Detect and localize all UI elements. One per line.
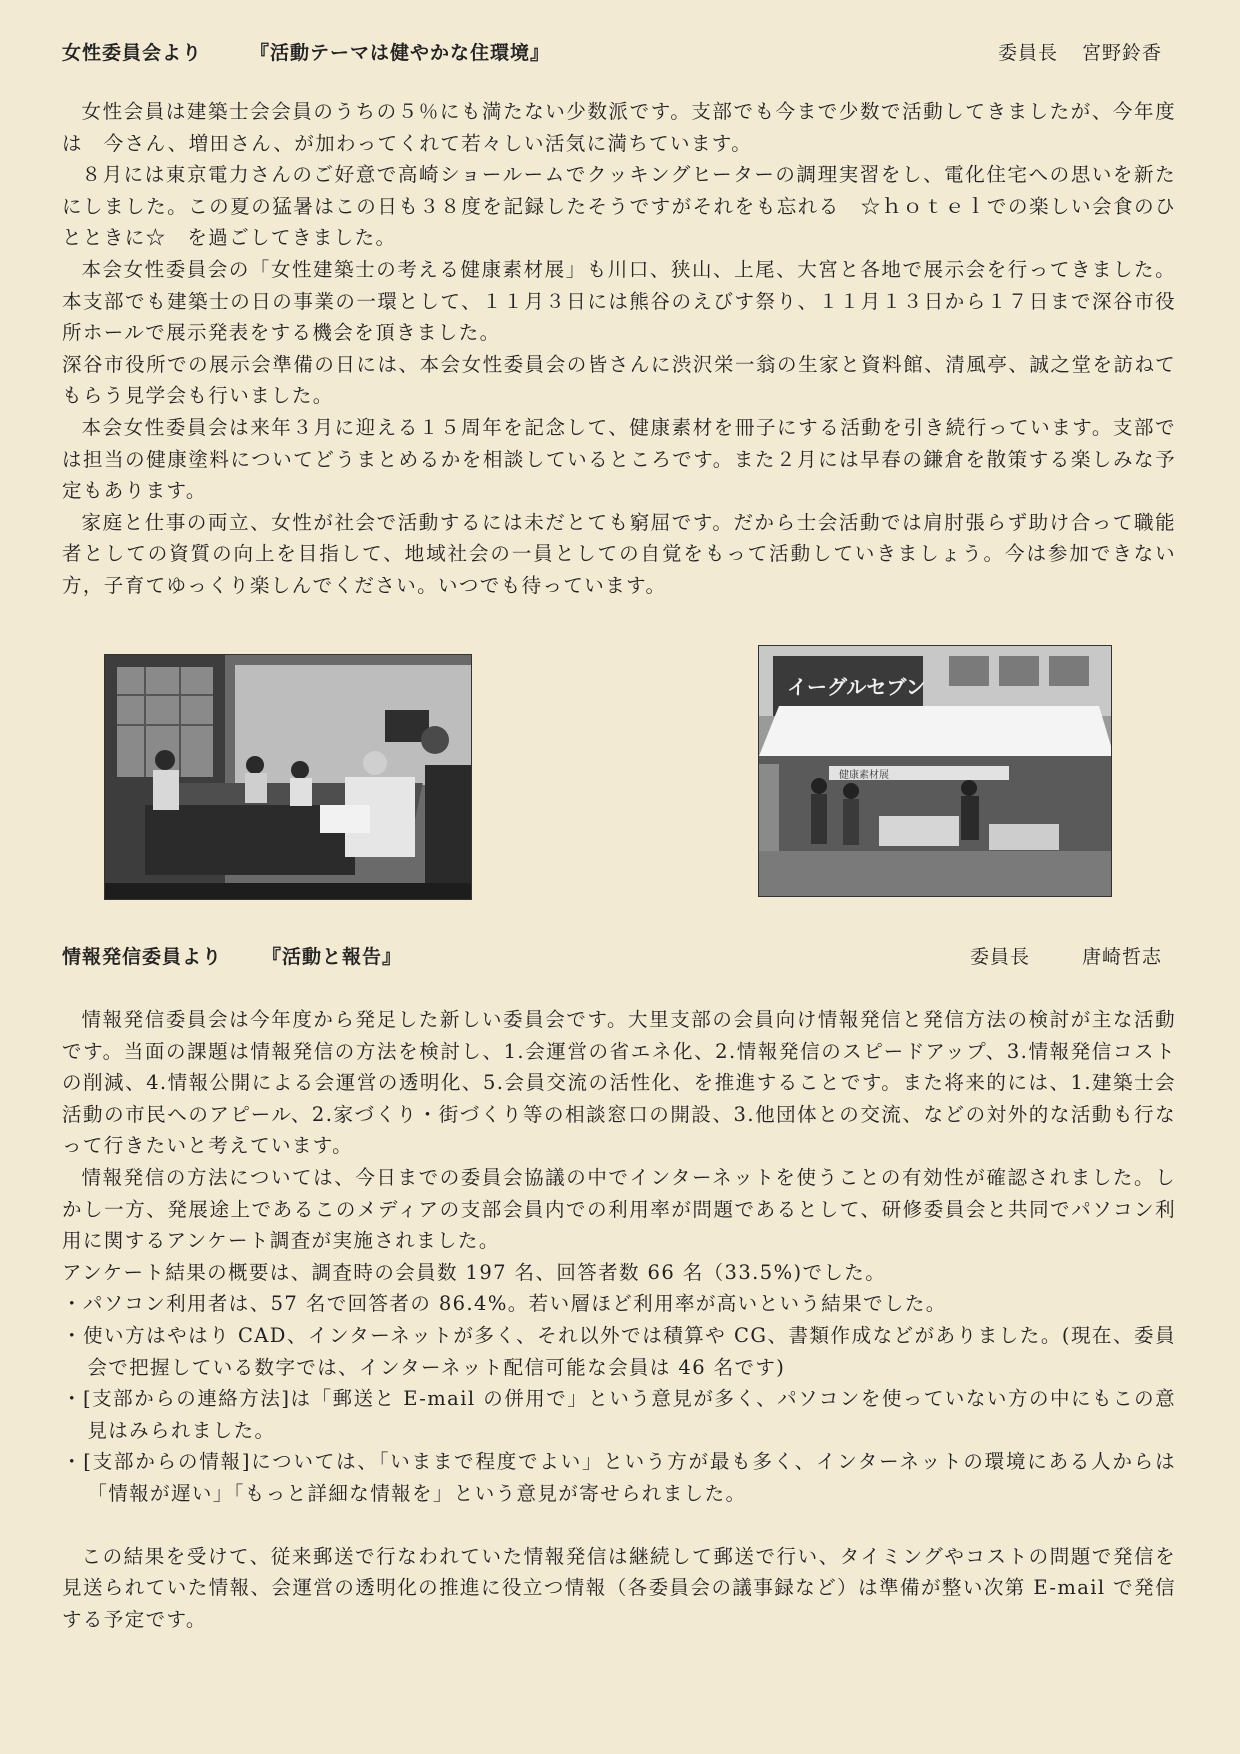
section2-heading-theme: 『活動と報告』: [262, 945, 403, 968]
section2-heading: [62, 942, 402, 969]
section1-heading-row: [62, 34, 1162, 68]
section1-heading-theme: 『活動テーマは健やかな住環境』: [250, 41, 551, 64]
store-sign-text: イーグルセブン: [787, 675, 926, 699]
section1-paragraph: 女性会員は建築士会会員のうちの５％にも満たない少数派です。支部でも今まで少数で活動してきましたが、今年度は 今さん、増田さん、が加わってくれて若々しい活気に満ちています。: [62, 100, 1176, 155]
section1-heading-from: 女性委員会より: [62, 41, 203, 64]
section1-paragraph: 本会女性委員会は来年３月に迎える１５周年を記念して、健康素材を冊子にする活動を引き続行っています。支部では担当の健康塗料についてどうまとめるかを相談しているところです。また２月には早春の鎌倉を散策する楽しみな予定もあります。: [62, 415, 1176, 503]
section1-paragraph: 家庭と仕事の両立、女性が社会で活動するには未だとても窮屈です。だから士会活動では肩肘張らず助け合って職能者としての資質の向上を目指して、地域社会の一員としての自覚をもって活動していきましょう。今は参加できない方，子育てゆっくり楽しんでください。いつでも待っています。: [62, 510, 1176, 597]
section1-author: [998, 38, 1162, 65]
survey-summary: アンケート結果の概要は、調査時の会員数 197 名、回答者数 66 名（33.5%)でした。: [62, 1260, 887, 1284]
section2-author: [970, 942, 1162, 969]
section2-name: 唐崎哲志: [1081, 946, 1162, 968]
section2-heading-from: 情報発信委員より: [62, 945, 223, 968]
exhibition-tent-photo: [758, 645, 1112, 897]
section2-paragraph: 情報発信の方法については、今日までの委員会協議の中でインターネットを使うことの有効性が確認されました。しかし一方、発展途上であるこのメディアの支部会員内での利用率が問題であるとして、研修委員会と共同でパソコン利用に関するアンケート調査が実施されました。: [62, 1165, 1176, 1253]
section1-body: [62, 96, 1176, 602]
section1-paragraph: 本会女性委員会の「女性建築士の考える健康素材展」も川口、狭山、上尾、大宮と各地で展示会を行ってきました。本支部でも建築士の日の事業の一環として、１１月３日には熊谷のえびす祭り、１１月１３日から１７日まで深谷市役所ホールで展示発表をする機会を頂きました。: [62, 257, 1176, 345]
survey-bullet: ・[支部からの情報]については、「いままで程度でよい」という方が最も多く、インターネットの環境にある人からは「情報が遅い」「もっと詳細な情報を」という意見が寄せられました。: [62, 1450, 1176, 1505]
section1-paragraph: ８月には東京電力さんのご好意で高崎ショールームでクッキングヒーターの調理実習をし、電化住宅への思いを新たにしました。この夏の猛暑はこの日も３８度を記録したそうですがそれをも忘れる ☆ｈｏｔｅｌでの楽しい会食のひとときに☆ を過ごしてきました。: [62, 163, 1176, 250]
section2-paragraph: 情報発信委員会は今年度から発足した新しい委員会です。大里支部の会員向け情報発信と発信方法の検討が主な活動です。当面の課題は情報発信の方法を検討し、1.会運営の省エネ化、2.情報発信のスピードアップ、3.情報発信コストの削減、4.情報公開による会運営の透明化、5.会員交流の活性化、を推進することです。また将来的には、1.建築士会活動の市民へのアピール、2.家づくり・街づくり等の相談窓口の開設、3.他団体との交流、などの対外的な活動も行なって行きたいと考えています。: [62, 1008, 1176, 1158]
survey-bullet: ・[支部からの連絡方法]は「郵送と E-mail の併用で」という意見が多く、パソコンを使っていない方の中にもこの意見はみられました。: [62, 1387, 1176, 1442]
dining-photo-image: [105, 655, 471, 899]
section2-body: [62, 1004, 1176, 1635]
paragraph-spacer: [62, 1510, 1176, 1541]
exhibition-tent-image: [759, 646, 1111, 896]
section1-role: 委員長: [997, 42, 1058, 64]
closing-paragraph: この結果を受けて、従来郵送で行なわれていた情報発信は継続して郵送で行い、タイミングやコストの問題で発信を見送られていた情報、会運営の透明化の推進に役立つ情報（各委員会の議事録など）は準備が整い次第 E-mail で発信する予定です。: [62, 1544, 1176, 1631]
section1-name: 宮野鈴香: [1081, 42, 1162, 64]
section2-role: 委員長: [969, 946, 1030, 968]
section1-heading: [62, 38, 550, 65]
section2-heading-row: [62, 938, 1162, 972]
dining-photo: [104, 654, 472, 900]
banner-text: 健康素材展: [839, 770, 889, 781]
survey-bullet: ・使い方はやはり CAD、インターネットが多く、それ以外では積算や CG、書類作成などがありました。(現在、委員会で把握している数字では、インターネット配信可能な会員は 46 名です): [62, 1323, 1176, 1379]
section1-paragraph: 深谷市役所での展示会準備の日には、本会女性委員会の皆さんに渋沢栄一翁の生家と資料館、清風亭、誠之堂を訪ねてもらう見学会も行いました。: [62, 352, 1176, 408]
survey-bullet: ・パソコン利用者は、57 名で回答者の 86.4%。若い層ほど利用率が高いという結果でした。: [62, 1292, 947, 1316]
